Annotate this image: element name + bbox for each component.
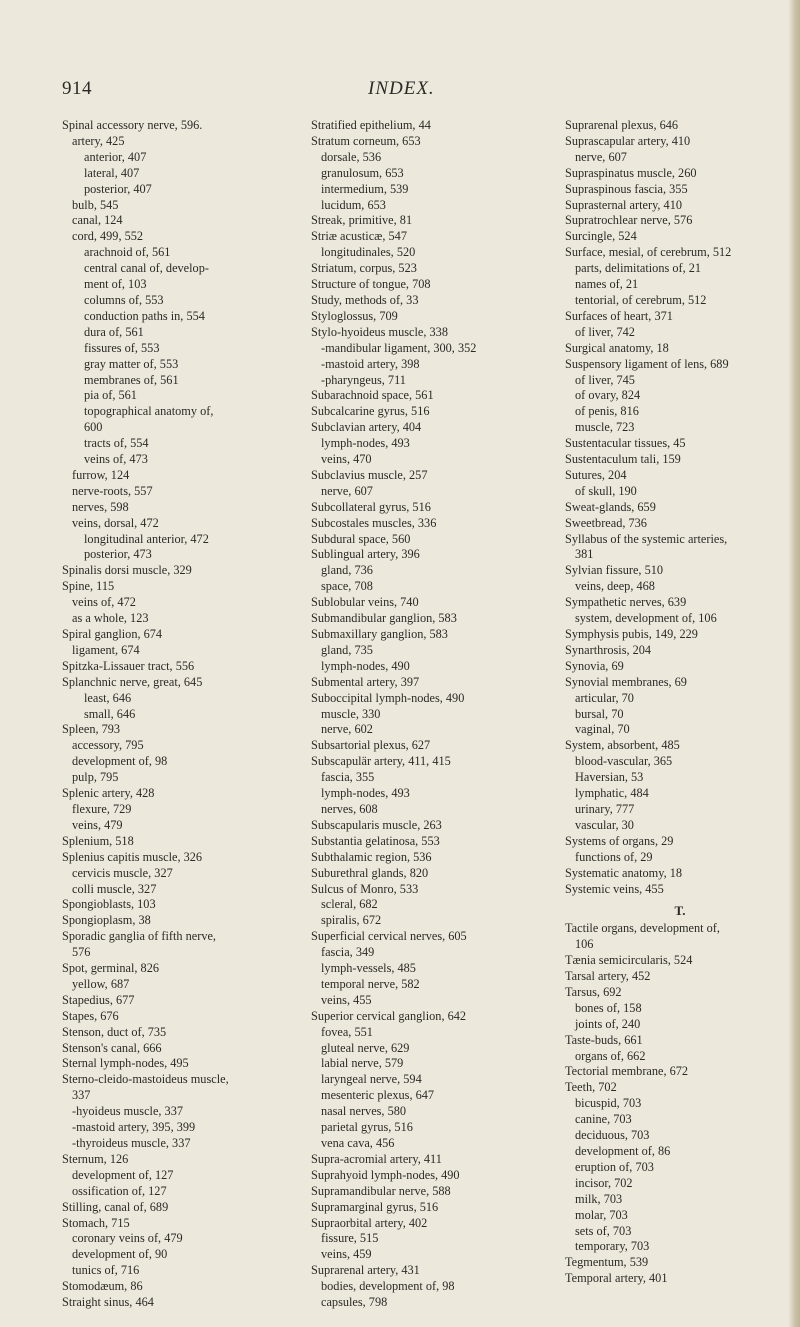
- index-entry: cervicis muscle, 327: [72, 865, 173, 880]
- index-entry: lucidum, 653: [321, 197, 386, 212]
- index-entry: as a whole, 123: [72, 611, 149, 626]
- index-entry: Subscapularis muscle, 263: [311, 817, 442, 832]
- index-entry: Sutures, 204: [565, 467, 627, 482]
- index-entry: Symphysis pubis, 149, 229: [565, 627, 698, 641]
- index-entry: Haversian, 53: [575, 770, 644, 785]
- index-entry: Streak, primitive, 81: [311, 213, 413, 228]
- index-entry: Stenson's canal, 666: [62, 1040, 162, 1055]
- index-entry: coronary veins of, 479: [72, 1231, 183, 1246]
- index-entry: labial nerve, 579: [321, 1056, 404, 1071]
- index-entry: Structure of tongue, 708: [311, 277, 431, 292]
- index-entry: veins, 459: [321, 1247, 372, 1262]
- index-entry: lymph-vessels, 485: [321, 961, 416, 976]
- index-entry: tentorial, of cerebrum, 512: [575, 292, 707, 307]
- index-entry: posterior, 407: [84, 181, 152, 196]
- index-entry: canal, 124: [72, 213, 123, 228]
- index-entry: Subclavian artery, 404: [311, 420, 422, 435]
- index-entry: 576: [72, 945, 91, 960]
- index-entry: of penis, 816: [575, 404, 639, 419]
- index-entry: Tarsus, 692: [565, 984, 622, 999]
- index-entry: -thyroideus muscle, 337: [72, 1136, 191, 1150]
- index-entry: Supramarginal gyrus, 516: [311, 1199, 439, 1214]
- index-entry: tunics of, 716: [72, 1263, 140, 1278]
- index-entry: urinary, 777: [575, 801, 635, 816]
- index-entry: Submaxillary ganglion, 583: [311, 627, 448, 641]
- index-entry: Spongioplasm, 38: [62, 913, 151, 928]
- index-entry: fissure, 515: [321, 1231, 379, 1246]
- index-entry: Sterno-cleido-mastoideus muscle,: [62, 1072, 229, 1087]
- index-entry: Subdural space, 560: [311, 531, 411, 546]
- index-entry: longitudinales, 520: [321, 245, 416, 260]
- index-entry: Temporal artery, 401: [565, 1271, 668, 1286]
- index-entry: bursal, 70: [575, 706, 624, 721]
- index-entry: lymph-nodes, 493: [321, 436, 410, 451]
- index-entry: Submandibular ganglion, 583: [311, 611, 457, 626]
- index-entry: nasal nerves, 580: [321, 1104, 407, 1119]
- index-entry: veins, 455: [321, 992, 372, 1007]
- index-entry: Systems of organs, 29: [565, 833, 674, 848]
- index-entry: Sternal lymph-nodes, 495: [62, 1056, 189, 1071]
- index-entry: yellow, 687: [72, 976, 130, 991]
- index-entry: Suprasternal artery, 410: [565, 197, 683, 212]
- index-entry: pia of, 561: [84, 388, 137, 403]
- index-entry: Spongioblasts, 103: [62, 897, 156, 912]
- index-entry: Sweetbread, 736: [565, 515, 647, 530]
- index-entry: Stomach, 715: [62, 1215, 130, 1230]
- index-entry: canine, 703: [575, 1112, 632, 1127]
- index-entry: temporary, 703: [575, 1239, 650, 1254]
- index-entry: muscle, 723: [575, 420, 635, 435]
- index-entry: articular, 70: [575, 690, 634, 705]
- index-entry: Synovial membranes, 69: [565, 674, 687, 689]
- index-entry: lymph-nodes, 490: [321, 658, 410, 673]
- index-entry: eruption of, 703: [575, 1159, 654, 1174]
- index-entry: Suprahyoid lymph-nodes, 490: [311, 1167, 460, 1182]
- index-entry: Sustentaculum tali, 159: [565, 452, 681, 467]
- index-entry: Sylvian fissure, 510: [565, 563, 664, 578]
- index-entry: posterior, 473: [84, 547, 152, 562]
- index-entry: milk, 703: [575, 1191, 623, 1206]
- index-entry: gland, 735: [321, 642, 373, 657]
- index-entry: Subsartorial plexus, 627: [311, 738, 431, 753]
- index-entry: colli muscle, 327: [72, 881, 157, 896]
- index-entry: Teeth, 702: [565, 1080, 617, 1095]
- index-entry: System, absorbent, 485: [565, 738, 680, 753]
- page-title: INDEX.: [368, 78, 435, 99]
- index-entry: Suprascapular artery, 410: [565, 133, 691, 148]
- index-entry: flexure, 729: [72, 801, 132, 816]
- index-entry: membranes of, 561: [84, 372, 179, 387]
- index-entry: Surcingle, 524: [565, 229, 637, 244]
- index-entry: -mastoid artery, 398: [321, 356, 420, 371]
- index-entry: names of, 21: [575, 277, 639, 292]
- index-entry: Spinal accessory nerve, 596.: [62, 118, 203, 132]
- index-entry: gray matter of, 553: [84, 356, 179, 371]
- index-entry: Supramandibular nerve, 588: [311, 1183, 451, 1198]
- index-entry: cord, 499, 552: [72, 229, 144, 244]
- index-entry: nerve, 607: [575, 149, 627, 164]
- index-entry: Superficial cervical nerves, 605: [311, 929, 467, 944]
- index-entry: joints of, 240: [575, 1016, 641, 1031]
- index-entry: organs of, 662: [575, 1048, 646, 1063]
- index-entry: vaginal, 70: [575, 722, 630, 737]
- index-entry: lateral, 407: [84, 165, 140, 180]
- index-entry: Stylo-hyoideus muscle, 338: [311, 324, 448, 339]
- index-entry: Surfaces of heart, 371: [565, 308, 673, 323]
- index-entry: 337: [72, 1088, 91, 1103]
- index-entry: anterior, 407: [84, 149, 147, 164]
- index-entry: Spitzka-Lissauer tract, 556: [62, 658, 195, 673]
- index-entry: Splenium, 518: [62, 833, 134, 848]
- index-entry: topographical anatomy of,: [84, 404, 214, 419]
- index-entry: artery, 425: [72, 133, 125, 148]
- index-entry: -pharyngeus, 711: [321, 372, 406, 387]
- index-entry: development of, 127: [72, 1167, 174, 1182]
- index-entry: least, 646: [84, 690, 132, 705]
- index-entry: Systemic veins, 455: [565, 881, 664, 896]
- index-entry: intermedium, 539: [321, 181, 409, 196]
- index-entry: Subclavius muscle, 257: [311, 467, 428, 482]
- index-entry: of ovary, 824: [575, 388, 641, 403]
- index-entry: nerve-roots, 557: [72, 483, 153, 498]
- index-entry: Surgical anatomy, 18: [565, 340, 669, 355]
- index-entry: vascular, 30: [575, 817, 634, 832]
- index-entry: Splenius capitis muscle, 326: [62, 849, 203, 864]
- index-entry: Spiral ganglion, 674: [62, 627, 163, 641]
- index-column-3: [565, 118, 795, 1287]
- index-entry: Stratified epithelium, 44: [311, 118, 431, 132]
- index-entry: Sublingual artery, 396: [311, 547, 420, 562]
- index-entry: Tegmentum, 539: [565, 1255, 649, 1270]
- index-entry: of liver, 745: [575, 372, 635, 387]
- index-entry: Subscapulär artery, 411, 415: [311, 754, 451, 769]
- index-entry: Suspensory ligament of lens, 689: [565, 356, 729, 371]
- index-entry: small, 646: [84, 706, 136, 721]
- index-entry: lymph-nodes, 493: [321, 786, 410, 801]
- index-column-2: [311, 118, 556, 1311]
- index-entry: fascia, 349: [321, 945, 375, 960]
- index-entry: Splanchnic nerve, great, 645: [62, 674, 203, 689]
- index-entry: arachnoid of, 561: [84, 245, 171, 260]
- index-entry: Stapes, 676: [62, 1008, 119, 1023]
- index-entry: of skull, 190: [575, 483, 637, 498]
- index-entry: central canal of, develop-: [84, 261, 209, 276]
- index-entry: vena cava, 456: [321, 1136, 395, 1150]
- index-entry: laryngeal nerve, 594: [321, 1072, 422, 1087]
- index-entry: nerve, 602: [321, 722, 373, 737]
- index-entry: scleral, 682: [321, 897, 378, 912]
- index-entry: -mastoid artery, 395, 399: [72, 1120, 196, 1135]
- index-entry: tracts of, 554: [84, 436, 149, 451]
- index-entry: veins, 470: [321, 452, 372, 467]
- index-column-1: [62, 118, 307, 1311]
- index-entry: Sweat-glands, 659: [565, 499, 656, 514]
- index-entry: blood-vascular, 365: [575, 754, 673, 769]
- index-entry: parts, delimitations of, 21: [575, 261, 702, 276]
- index-entry: 381: [575, 547, 594, 562]
- index-entry: fovea, 551: [321, 1024, 373, 1039]
- index-entry: nerves, 608: [321, 801, 378, 816]
- index-entry: Sustentacular tissues, 45: [565, 436, 686, 451]
- index-entry: Subthalamic region, 536: [311, 849, 432, 864]
- index-entry: veins of, 472: [72, 595, 136, 610]
- index-entry: Submental artery, 397: [311, 674, 420, 689]
- index-entry: Spine, 115: [62, 579, 115, 594]
- index-entry: Supratrochlear nerve, 576: [565, 213, 693, 228]
- index-entry: Supraspinatus muscle, 260: [565, 165, 697, 180]
- index-entry: fissures of, 553: [84, 340, 160, 355]
- index-entry: -hyoideus muscle, 337: [72, 1104, 183, 1119]
- index-entry: bulb, 545: [72, 197, 119, 212]
- index-entry: mesenteric plexus, 647: [321, 1088, 435, 1103]
- index-entry: veins of, 473: [84, 452, 148, 467]
- index-entry: Spot, germinal, 826: [62, 961, 160, 976]
- page-header: [0, 78, 800, 102]
- index-entry: Spleen, 793: [62, 722, 121, 737]
- index-entry: Suprarenal artery, 431: [311, 1263, 420, 1278]
- index-entry: Stomodæum, 86: [62, 1279, 143, 1294]
- index-entry: Striatum, corpus, 523: [311, 261, 417, 276]
- index-entry: gland, 736: [321, 563, 373, 578]
- index-entry: Superior cervical ganglion, 642: [311, 1008, 467, 1023]
- index-entry: dura of, 561: [84, 324, 144, 339]
- index-entry: pulp, 795: [72, 770, 119, 785]
- index-entry: Suburethral glands, 820: [311, 865, 429, 880]
- page-number: 914: [62, 78, 92, 99]
- index-entry: columns of, 553: [84, 292, 164, 307]
- index-entry: ossification of, 127: [72, 1183, 167, 1198]
- index-entry: Suboccipital lymph-nodes, 490: [311, 690, 465, 705]
- index-entry: space, 708: [321, 579, 373, 594]
- page-edge: [788, 0, 800, 1327]
- index-entry: veins, deep, 468: [575, 579, 655, 594]
- index-entry: Stilling, canal of, 689: [62, 1199, 169, 1214]
- index-entry: Sternum, 126: [62, 1151, 129, 1166]
- index-entry: longitudinal anterior, 472: [84, 531, 209, 546]
- index-entry: Splenic artery, 428: [62, 786, 155, 801]
- index-entry: Subarachnoid space, 561: [311, 388, 434, 403]
- index-entry: gluteal nerve, 629: [321, 1040, 410, 1055]
- index-entry: Sporadic ganglia of fifth nerve,: [62, 929, 216, 944]
- index-entry: Tænia semicircularis, 524: [565, 953, 693, 968]
- index-entry: Study, methods of, 33: [311, 292, 419, 307]
- index-entry: Straight sinus, 464: [62, 1295, 154, 1310]
- index-entry: Systematic anatomy, 18: [565, 865, 683, 880]
- index-entry: capsules, 798: [321, 1295, 388, 1310]
- index-entry: lymphatic, 484: [575, 786, 649, 801]
- index-entry: fascia, 355: [321, 770, 375, 785]
- index-entry: ligament, 674: [72, 642, 140, 657]
- index-entry: Subcalcarine gyrus, 516: [311, 404, 430, 419]
- index-entry: spiralis, 672: [321, 913, 382, 928]
- index-entry: bones of, 158: [575, 1000, 642, 1015]
- index-entry: granulosum, 653: [321, 165, 404, 180]
- index-entry: Stenson, duct of, 735: [62, 1024, 167, 1039]
- index-entry: conduction paths in, 554: [84, 308, 205, 323]
- index-entry: Subcostales muscles, 336: [311, 515, 437, 530]
- index-entry: sets of, 703: [575, 1223, 632, 1238]
- index-entry: of liver, 742: [575, 324, 635, 339]
- index-entry: Tarsal artery, 452: [565, 969, 651, 984]
- index-entry: 600: [84, 420, 103, 435]
- index-entry: Supraspinous fascia, 355: [565, 181, 688, 196]
- index-entry: nerve, 607: [321, 483, 373, 498]
- index-entry: Sympathetic nerves, 639: [565, 595, 687, 610]
- index-entry: Subcollateral gyrus, 516: [311, 499, 431, 514]
- index-entry: Spinalis dorsi muscle, 329: [62, 563, 192, 578]
- index-entry: veins, dorsal, 472: [72, 515, 159, 530]
- index-entry: temporal nerve, 582: [321, 976, 420, 991]
- index-entry: dorsale, 536: [321, 149, 382, 164]
- index-entry: incisor, 702: [575, 1175, 633, 1190]
- index-entry: Styloglossus, 709: [311, 308, 398, 323]
- index-entry: bodies, development of, 98: [321, 1279, 455, 1294]
- index-entry: Stapedius, 677: [62, 992, 135, 1007]
- index-entry: development of, 90: [72, 1247, 168, 1262]
- index-entry: 106: [575, 937, 594, 952]
- index-entry: Striæ acusticæ, 547: [311, 229, 407, 244]
- index-entry: Tectorial membrane, 672: [565, 1064, 689, 1079]
- index-entry: nerves, 598: [72, 499, 129, 514]
- index-entry: parietal gyrus, 516: [321, 1120, 413, 1135]
- index-entry: furrow, 124: [72, 467, 130, 482]
- index-entry: Suprarenal plexus, 646: [565, 118, 679, 132]
- index-entry: development of, 86: [575, 1144, 671, 1158]
- index-entry: -mandibular ligament, 300, 352: [321, 340, 477, 355]
- index-entry: Stratum corneum, 653: [311, 133, 421, 148]
- section-letter: T.: [674, 903, 686, 919]
- index-entry: Supraorbital artery, 402: [311, 1215, 428, 1230]
- index-entry: ment of, 103: [84, 277, 147, 292]
- index-entry: Synovia, 69: [565, 658, 624, 673]
- index-entry: Sulcus of Monro, 533: [311, 881, 419, 896]
- index-entry: muscle, 330: [321, 706, 381, 721]
- index-entry: functions of, 29: [575, 849, 653, 864]
- index-entry: bicuspid, 703: [575, 1096, 642, 1111]
- index-entry: deciduous, 703: [575, 1128, 650, 1143]
- index-entry: Substantia gelatinosa, 553: [311, 833, 440, 848]
- index-entry: system, development of, 106: [575, 611, 717, 626]
- index-entry: Taste-buds, 661: [565, 1032, 643, 1047]
- index-entry: development of, 98: [72, 754, 168, 769]
- index-entry: Synarthrosis, 204: [565, 642, 652, 657]
- index-entry: Tactile organs, development of,: [565, 921, 720, 936]
- index-entry: accessory, 795: [72, 738, 144, 753]
- index-entry: Syllabus of the systemic arteries,: [565, 531, 728, 546]
- index-entry: molar, 703: [575, 1207, 628, 1222]
- index-entry: Supra-acromial artery, 411: [311, 1151, 442, 1166]
- index-entry: Surface, mesial, of cerebrum, 512: [565, 245, 732, 260]
- index-entry: Sublobular veins, 740: [311, 595, 419, 610]
- index-entry: veins, 479: [72, 817, 123, 832]
